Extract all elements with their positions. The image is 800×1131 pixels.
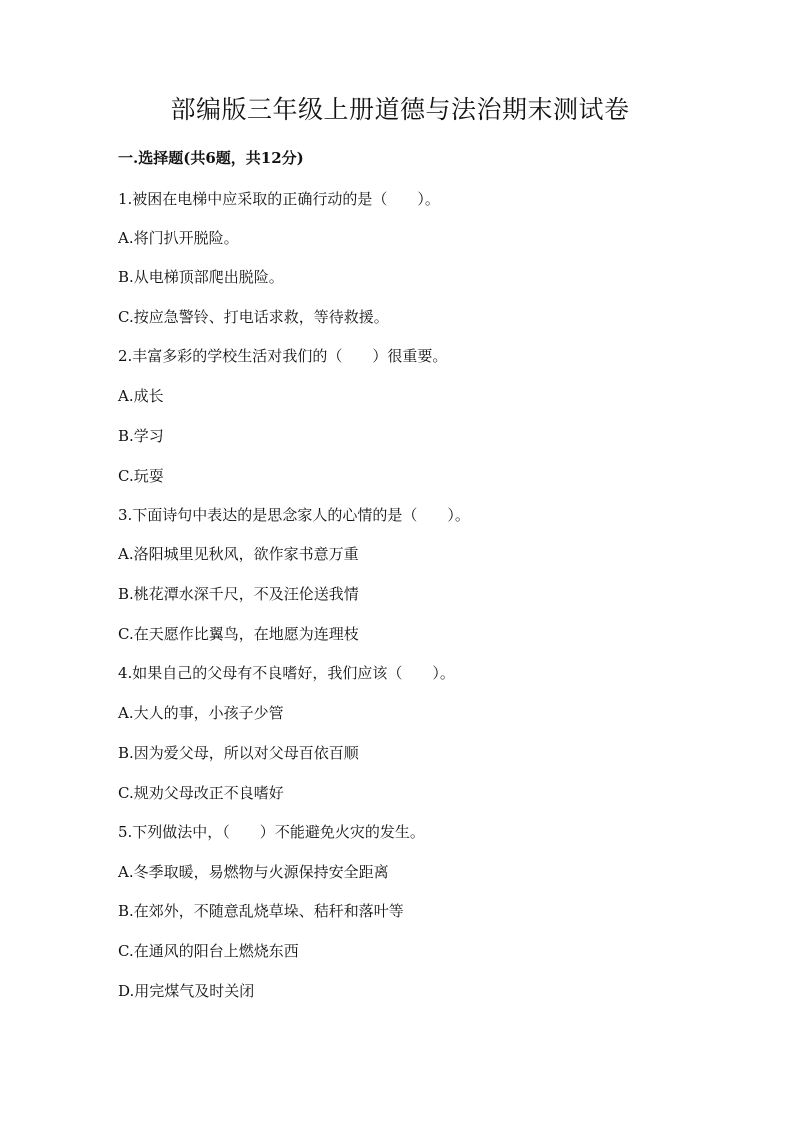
- option: A.将门扒开脱险。: [118, 229, 239, 247]
- option: B.在郊外，不随意乱烧草垛、秸秆和落叶等: [118, 902, 404, 920]
- option: B.学习: [118, 427, 164, 445]
- option: C.在天愿作比翼鸟，在地愿为连理枝: [118, 625, 359, 643]
- question-stem: 2.丰富多彩的学校生活对我们的（ ）很重要。: [118, 347, 448, 365]
- option: C.玩耍: [118, 467, 164, 485]
- option: C.在通风的阳台上燃烧东西: [118, 942, 299, 960]
- option: A.冬季取暖，易燃物与火源保持安全距离: [118, 863, 389, 881]
- option: B.桃花潭水深千尺，不及汪伦送我情: [118, 585, 359, 603]
- option: C.规劝父母改正不良嗜好: [118, 784, 284, 802]
- option: D.用完煤气及时关闭: [118, 982, 255, 1000]
- option: C.按应急警铃、打电话求救，等待救援。: [118, 308, 389, 326]
- section-heading: 一.选择题(共6题，共12分): [118, 149, 304, 167]
- question-stem: 1.被困在电梯中应采取的正确行动的是（ ）。: [118, 190, 440, 208]
- question-stem: 4.如果自己的父母有不良嗜好，我们应该（ ）。: [118, 664, 455, 682]
- option: A.洛阳城里见秋风，欲作家书意万重: [118, 545, 359, 563]
- option: B.因为爱父母，所以对父母百依百顺: [118, 744, 359, 762]
- question-stem: 5.下列做法中，（ ）不能避免火灾的发生。: [118, 823, 425, 841]
- option: A.大人的事，小孩子少管: [118, 704, 284, 722]
- question-stem: 3.下面诗句中表达的是思念家人的心情的是（ ）。: [118, 506, 470, 524]
- option: A.成长: [118, 387, 164, 405]
- document-title: 部编版三年级上册道德与法治期末测试卷: [170, 95, 630, 124]
- option: B.从电梯顶部爬出脱险。: [118, 268, 284, 286]
